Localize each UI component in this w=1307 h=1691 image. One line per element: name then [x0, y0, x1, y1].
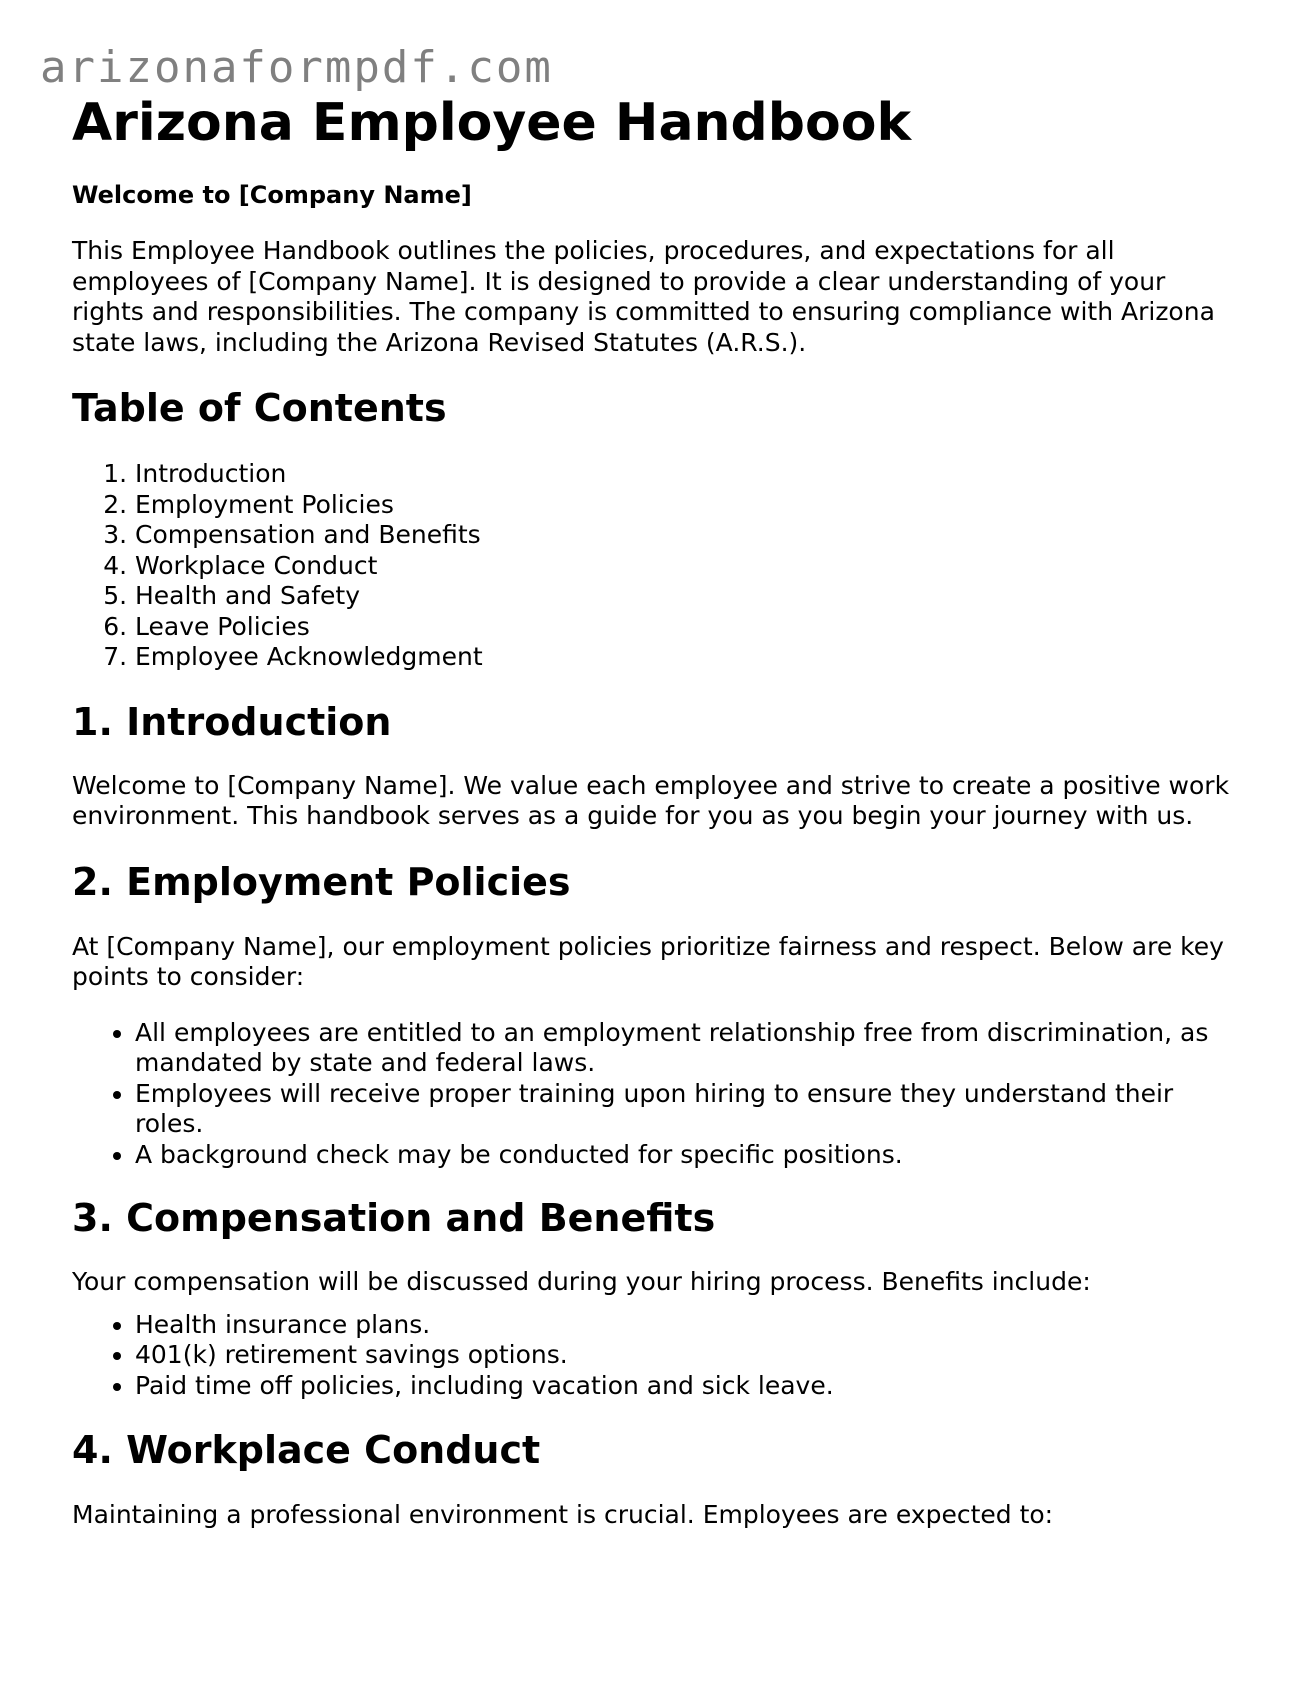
intro-paragraph: This Employee Handbook outlines the policies, procedures, and expectations for all employees of [Company Name]. It is designed to provide a clear understanding of your rights and responsibilities. The company is committed to ensuring compliance with Arizona state laws, including the Arizona Revised Statutes (A.R.S.). — [72, 236, 1215, 357]
page-title: Arizona Employee Handbook — [72, 93, 912, 153]
section-heading-conduct: 4. Workplace Conduct — [72, 1428, 541, 1472]
introduction-text: Welcome to [Company Name]. We value each employee and strive to create a positive work environment. This handbook serves as a guide for you as you begin your journey with us. — [72, 770, 1230, 830]
toc-item: 1. Introduction — [135, 459, 1242, 490]
section-heading-introduction: 1. Introduction — [72, 699, 392, 744]
employment-policies-text: At [Company Name], our employment policies prioritize fairness and respect. Below are key points to consider: — [72, 931, 1224, 991]
list-item: • Paid time off policies, including vacation and sick leave. — [135, 1371, 1242, 1402]
employment-policies-list — [72, 1018, 1242, 1171]
toc-item: 7. Employee Acknowledgment — [135, 642, 1242, 673]
section-heading-employment-policies: 2. Employment Policies — [72, 859, 571, 904]
toc-item: 4. Workplace Conduct — [135, 551, 1242, 582]
handbook-page — [72, 88, 1242, 1531]
list-item: • Employees will receive proper training upon hiring to ensure they understand their roles. — [135, 1079, 1242, 1140]
toc-item: 3. Compensation and Benefits — [135, 520, 1242, 551]
watermark: arizonaformpdf.com — [40, 42, 553, 93]
compensation-text: Your compensation will be discussed during your hiring process. Benefits include: — [72, 1267, 1091, 1296]
toc-item: 5. Health and Safety — [135, 581, 1242, 612]
toc-list — [72, 459, 1242, 673]
list-item: • 401(k) retirement savings options. — [135, 1340, 1242, 1371]
toc-heading: Table of Contents — [72, 386, 447, 430]
welcome-heading: Welcome to [Company Name] — [72, 181, 472, 209]
conduct-text: Maintaining a professional environment is crucial. Employees are expected to: — [72, 1500, 1054, 1529]
toc-item: 2. Employment Policies — [135, 490, 1242, 521]
list-item: • All employees are entitled to an employment relationship free from discrimination, as mandated by state and federal laws. — [135, 1018, 1242, 1079]
list-item: • Health insurance plans. — [135, 1310, 1242, 1341]
compensation-list — [72, 1310, 1242, 1402]
section-heading-compensation: 3. Compensation and Benefits — [72, 1196, 716, 1240]
list-item: • A background check may be conducted for specific positions. — [135, 1140, 1242, 1171]
toc-item: 6. Leave Policies — [135, 612, 1242, 643]
